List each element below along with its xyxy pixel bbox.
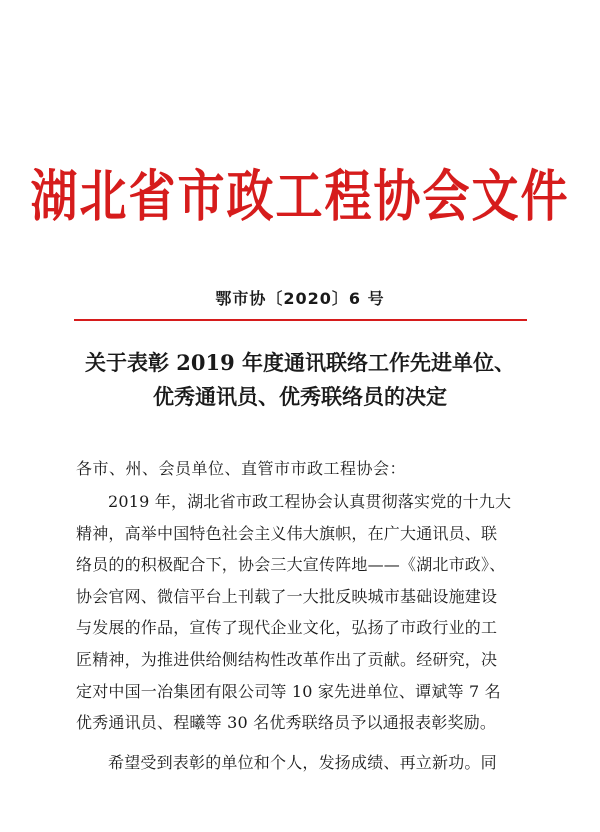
salutation: 各市、州、会员单位、直管市市政工程协会：	[76, 459, 407, 478]
paragraph-1-line: 优秀通讯员、程曦等 30 名优秀联络员予以通报表彰奖励。	[76, 713, 497, 733]
document-body	[76, 486, 526, 778]
paragraph-1-line: 络员的的积极配合下，协会三大宣传阵地——《湖北市政》、	[76, 555, 506, 575]
paragraph-1-line: 与发展的作品，宣传了现代企业文化，弘扬了市政行业的工	[76, 618, 498, 638]
red-divider-line	[74, 319, 527, 321]
title-line-1: 关于表彰 2019 年度通讯联络工作先进单位、	[84, 350, 516, 375]
paragraph-1-line: 2019 年，湖北省市政工程协会认真贯彻落实党的十九大	[108, 492, 512, 511]
title-line-2: 优秀通讯员、优秀联络员的决定	[153, 384, 447, 409]
org-red-header: 湖北省市政工程协会文件	[30, 164, 570, 230]
paragraph-1-line: 定对中国一冶集团有限公司等 10 家先进单位、谭斌等 7 名	[76, 681, 501, 701]
paragraph-1-line: 精神，高举中国特色社会主义伟大旗帜，在广大通讯员、联	[76, 523, 498, 543]
paragraph-2-line: 希望受到表彰的单位和个人，发扬成绩、再立新功。同	[108, 752, 497, 772]
document-title	[0, 346, 600, 414]
document-number: 鄂市协〔2020〕6 号	[215, 289, 385, 308]
paragraph-1-line: 协会官网、微信平台上刊载了一大批反映城市基础设施建设	[76, 586, 498, 606]
paragraph-1-line: 匠精神，为推进供给侧结构性改革作出了贡献。经研究，决	[76, 649, 498, 669]
